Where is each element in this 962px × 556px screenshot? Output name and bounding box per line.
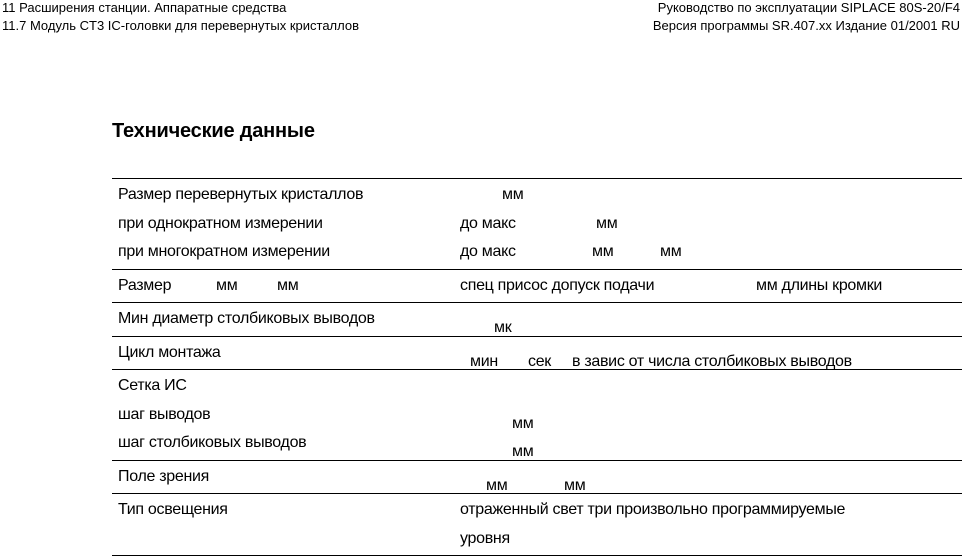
header-manual: Руководство по эксплуатации SIPLACE 80S-20/F4	[657, 0, 960, 15]
spec-row-illumination	[112, 494, 962, 556]
spec-row-field-of-view	[112, 461, 962, 495]
unit-text: мм	[486, 476, 508, 494]
spec-value: отраженный свет три произвольно программируемые	[460, 501, 846, 519]
unit-text: мм	[564, 476, 586, 494]
unit-text: мин	[470, 352, 498, 370]
unit-text: мм	[512, 443, 534, 461]
unit-text: мк	[494, 319, 512, 337]
unit-text: мм	[216, 276, 238, 294]
page-title: Технические данные	[112, 120, 315, 142]
value-text: до макс	[460, 243, 516, 261]
specs-table	[112, 178, 962, 556]
unit-text: сек	[528, 352, 551, 370]
spec-label	[112, 186, 524, 204]
spec-label: при многократном измерении	[118, 243, 330, 261]
spec-label: шаг столбиковых выводов	[118, 434, 307, 452]
spec-label: Тип освещения	[118, 501, 228, 519]
unit-text: мм	[660, 243, 682, 261]
spec-row-bump-diameter	[112, 303, 962, 337]
unit-text: мм	[596, 214, 618, 232]
spec-row-ic-grid	[112, 370, 962, 461]
label-text: Размер перевернутых кристаллов	[118, 186, 364, 204]
spec-label: Мин диаметр столбиковых выводов	[118, 310, 375, 328]
header-version: Версия программы SR.407.xx Издание 01/2001 RU	[652, 18, 960, 33]
spec-label: Сетка ИС	[118, 377, 187, 395]
spec-row-die-size	[112, 179, 962, 270]
spec-row-size	[112, 270, 962, 304]
value-text: мм длины кромки	[756, 276, 883, 294]
spec-label: при однократном измерении	[118, 214, 323, 232]
spec-label: шаг выводов	[118, 405, 211, 423]
header-section: 11.7 Модуль CT3 IC-головки для перевернутых кристаллов	[2, 18, 359, 33]
unit-text: мм	[592, 243, 614, 261]
spec-value	[460, 215, 962, 233]
spec-label: Поле зрения	[118, 467, 209, 485]
spec-value	[460, 243, 962, 261]
value-text: до макс	[460, 214, 516, 232]
spec-row-cycle	[112, 337, 962, 371]
unit-text: мм	[502, 186, 524, 204]
unit-text: мм	[512, 414, 534, 432]
spec-label: Цикл монтажа	[118, 343, 221, 361]
header-chapter: 11 Расширения станции. Аппаратные средства	[2, 0, 287, 15]
spec-value	[460, 277, 962, 295]
value-text: в завис от числа столбиковых выводов	[572, 352, 852, 370]
value-text: спец присос допуск подачи	[460, 276, 655, 294]
label-text: Размер	[118, 276, 172, 294]
spec-value: уровня	[460, 529, 510, 547]
spec-label	[112, 277, 460, 295]
unit-text: мм	[277, 276, 299, 294]
